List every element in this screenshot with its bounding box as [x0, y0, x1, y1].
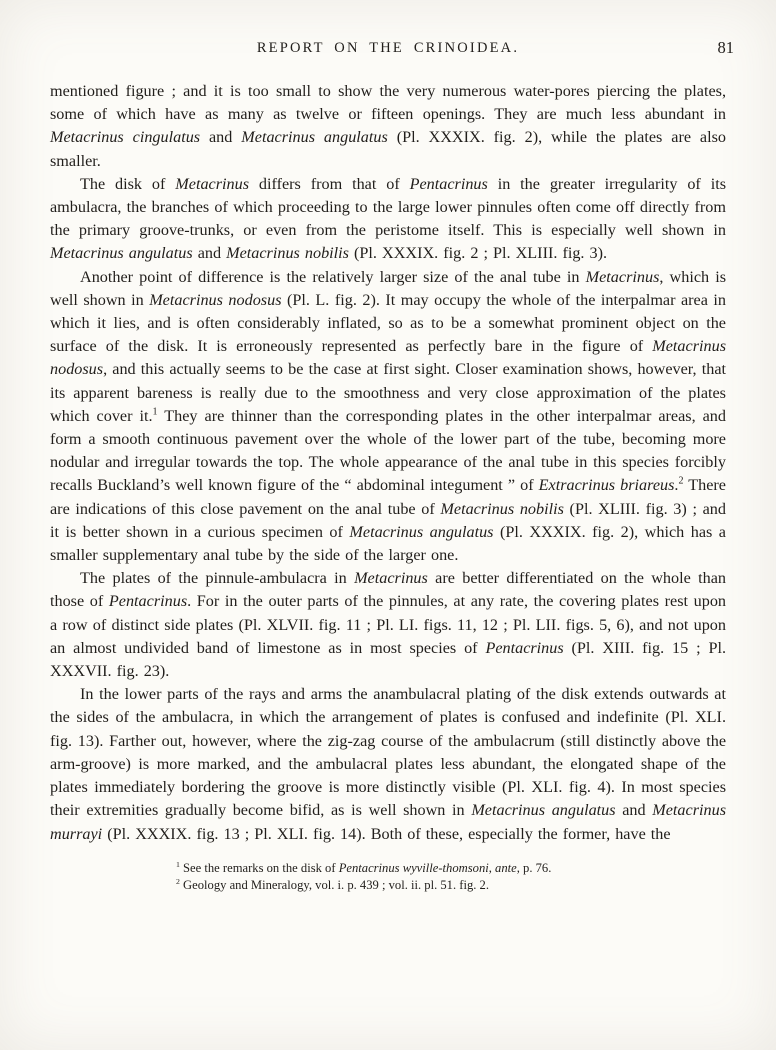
text-run: The plates of the pinnule-ambulacra in [80, 569, 355, 588]
text-run: (Pl. XXXIX. fig. 2), while the plates are also smaller. [50, 128, 727, 170]
italic-species-name: Metacrinus nobilis [226, 244, 349, 263]
text-run: , [488, 860, 496, 875]
text-run: in the greater irregularity of its ambulacra, the branches of which proceeding to the large lower pinnules often come off directly from the primary groove-trunks, or even from the peristome itself. This is especially well shown in [50, 174, 726, 240]
italic-species-name: Metacrinus angulatus [241, 128, 388, 147]
italic-species-name: Pentacrinus wyville-thomsoni [338, 860, 489, 875]
footnote-marker: 2 [678, 476, 684, 488]
running-title: REPORT ON THE CRINOIDEA. [256, 40, 520, 56]
italic-species-name: Metacrinus angulatus [349, 522, 494, 541]
italic-species-name: ante [495, 860, 517, 875]
italic-species-name: Metacrinus angulatus [50, 244, 193, 263]
italic-species-name: Pentacrinus [108, 592, 188, 611]
text-run: In the lower parts of the rays and arms the anambulacral plating of the disk extends outwards at the sides of the ambulacra, in which the arrangement of plates is confused and indefinite (Pl. XLI. fig. 13). Farther out, however, where the zig-zag course of the ambulacrum (still distinctly above the arm-groove) is more marked, and the ambulacral plates less abundant, the elongated shape of the plates immediately bordering the groove is more distinctly visible (Pl. XLI. fig. 4). In most species their extremities gradually become bifid, as is well shown in [50, 685, 726, 820]
footnote-marker: 1 [152, 406, 158, 418]
text-run: (Pl. XXXIX. fig. 2), which has a smaller supplementary anal tube by the side of the larger one. [50, 522, 726, 565]
text-run: (Pl. L. fig. 2). It may occupy the whole of the interpalmar area in which it lies, and is often considerably inflated, so as to be a somewhat prominent object on the surface of the disk. It is erroneously represented as perfectly bare in the figure of [50, 290, 727, 356]
footnote-marker: 2 [176, 877, 180, 887]
footnote [176, 877, 726, 895]
page-header [50, 36, 734, 62]
text-run: Another point of difference is the relatively larger size of the anal tube in [80, 267, 586, 286]
page-number: 81 [717, 38, 734, 57]
text-run: Geology and Mineralogy, vol. i. p. 439 ; vol. ii. pl. 51. fig. 2. [179, 878, 490, 893]
text-run: (Pl. XIII. fig. 15 ; Pl. XXXVII. fig. 23). [50, 638, 726, 681]
italic-species-name: Pentacrinus [409, 174, 488, 193]
italic-species-name: Metacrinus [175, 174, 250, 193]
italic-species-name: Metacrinus murrayi [50, 801, 726, 843]
italic-species-name: Metacrinus cingulatus [50, 128, 201, 147]
text-run: . [674, 476, 679, 495]
text-run: and [200, 128, 242, 147]
italic-species-name: Metacrinus nobilis [440, 499, 564, 518]
italic-species-name: Pentacrinus [485, 638, 564, 657]
text-run: They are thinner than the corresponding plates in the other interpalmar areas, and form a smooth continuous pavement over the whole of the lower part of the tube, becoming more nodular and irregular towards the top. The whole appearance of the anal tube in this species forcibly recalls Buckland’s well known figure of the “ abdominal integument ” of [50, 406, 726, 495]
italic-species-name: Metacrinus nodosus [50, 337, 726, 379]
footnote [176, 860, 726, 878]
footnotes [50, 860, 726, 895]
text-run: (Pl. XXXIX. fig. 2 ; Pl. XLIII. fig. 3). [348, 244, 608, 263]
paragraph [50, 567, 726, 683]
text-run: are better differentiated on the whole than those of [50, 569, 726, 611]
text-run: (Pl. XXXIX. fig. 13 ; Pl. XLI. fig. 14). Both of these, especially the former, have the [102, 824, 671, 843]
text-run: (Pl. XLIII. fig. 3) ; and it is better shown in a curious specimen of [50, 499, 726, 541]
italic-species-name: Metacrinus angulatus [471, 801, 616, 820]
text-run: The disk of [80, 174, 176, 193]
italic-species-name: Metacrinus nodosus [149, 290, 282, 309]
text-run: , which is well shown in [50, 267, 726, 309]
italic-species-name: Extracrinus briareus [538, 476, 675, 495]
text-run: See the remarks on the disk of [179, 860, 339, 875]
italic-species-name: Metacrinus [354, 569, 428, 588]
text-run: mentioned figure ; and it is too small to show the very numerous water-pores piercing the plates, some of which have as many as twelve or fifteen openings. They are much less abundant in [50, 82, 726, 124]
text-run: and [615, 801, 653, 820]
text-run: There are indications of this close pavement on the anal tube of [50, 476, 726, 518]
paragraph [50, 266, 726, 568]
italic-species-name: Metacrinus [585, 267, 660, 286]
text-run: differs from that of [249, 174, 410, 193]
paragraph [50, 683, 726, 845]
page-body [50, 80, 726, 846]
paragraph [50, 173, 726, 266]
text-run: and [192, 244, 227, 263]
text-run: , p. 76. [516, 860, 552, 875]
paragraph [50, 80, 726, 173]
text-run: , and this actually seems to be the case at first sight. Closer examination shows, however, that its apparent bareness is really due to the smoothness and very close approximation of the plates which cover it. [50, 360, 726, 425]
text-run: . For in the outer parts of the pinnules, at any rate, the covering plates rest upon a row of distinct side plates (Pl. XLVII. fig. 11 ; Pl. LI. figs. 11, 12 ; Pl. LII. figs. 5, 6), and not upon an almost undivided band of limestone as in most species of [50, 592, 727, 657]
footnote-marker: 1 [176, 859, 180, 869]
